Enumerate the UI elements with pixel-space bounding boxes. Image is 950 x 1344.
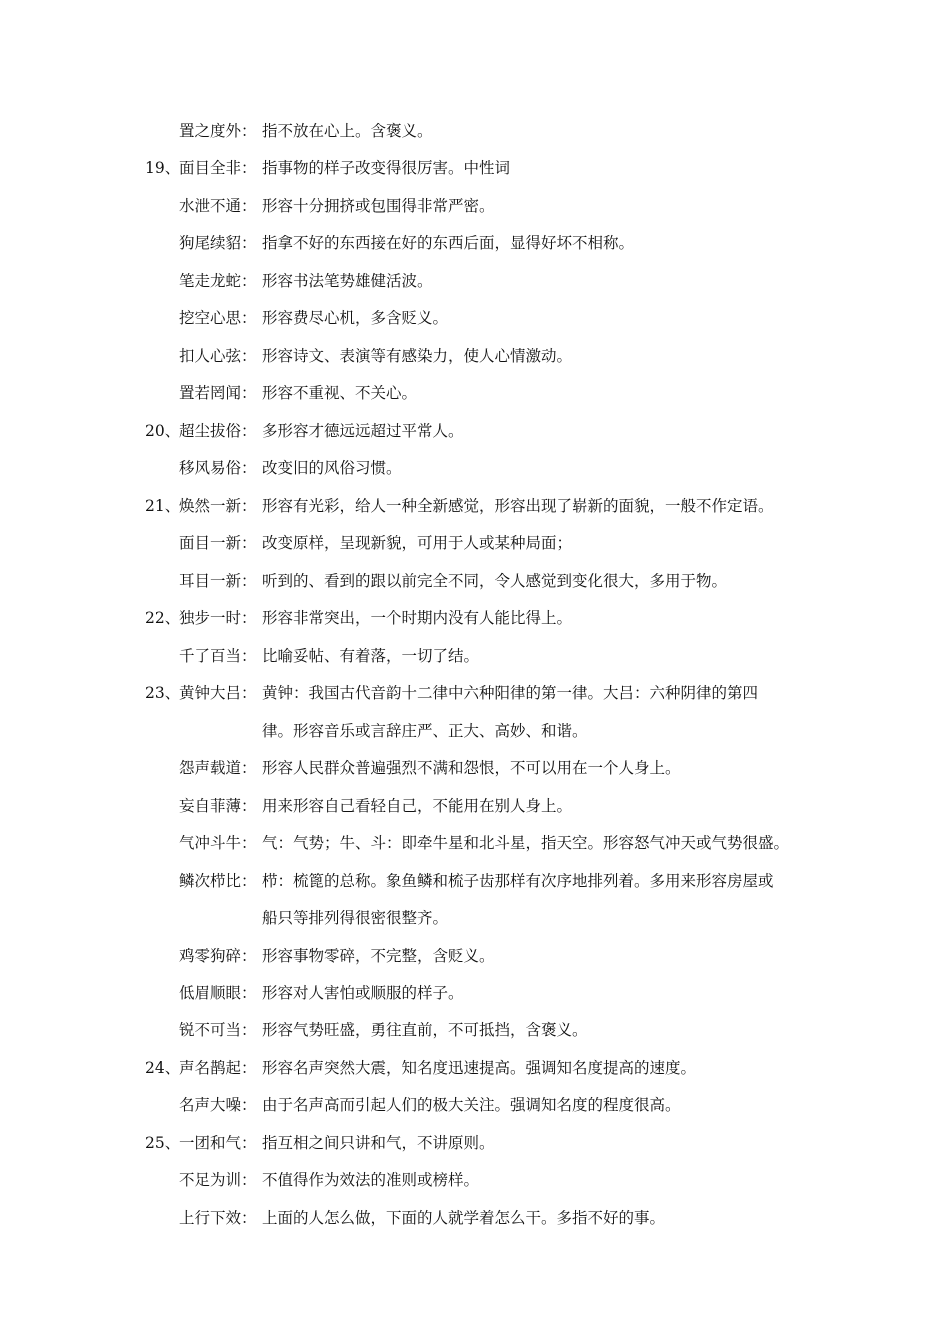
idiom-term: 鸡零狗碎： — [179, 947, 257, 965]
idiom-term: 鳞次栉比： — [179, 872, 257, 890]
idiom-definition: 形容人民群众普遍强烈不满和怨恨，不可以用在一个人身上。 — [262, 759, 681, 777]
idiom-definition: 栉：梳篦的总称。象鱼鳞和梳子齿那样有次序地排列着。多用来形容房屋或 — [262, 872, 774, 890]
idiom-term: 面目一新： — [179, 534, 257, 552]
idiom-entry — [0, 1200, 950, 1237]
idiom-term: 黄钟大吕： — [179, 684, 257, 702]
idiom-definition: 律。形容音乐或言辞庄严、正大、高妙、和谐。 — [262, 722, 588, 740]
idiom-definition: 由于名声高而引起人们的极大关注。强调知名度的程度很高。 — [262, 1096, 681, 1114]
idiom-entry — [0, 863, 950, 900]
idiom-term: 扣人心弦： — [179, 347, 257, 365]
idiom-term: 置若罔闻： — [179, 384, 257, 402]
idiom-definition: 船只等排列得很密很整齐。 — [262, 909, 449, 927]
idiom-definition: 多形容才德远远超过平常人。 — [262, 422, 464, 440]
idiom-definition: 指互相之间只讲和气，不讲原则。 — [262, 1134, 495, 1152]
idiom-entry — [0, 525, 950, 562]
idiom-term: 笔走龙蛇： — [179, 272, 257, 290]
entry-number: 23、 — [145, 684, 181, 702]
idiom-definition: 形容对人害怕或顺服的样子。 — [262, 984, 464, 1002]
idiom-entry-continuation — [0, 713, 950, 750]
idiom-term: 低眉顺眼： — [179, 984, 257, 1002]
idiom-entry — [0, 225, 950, 262]
idiom-entry — [0, 600, 950, 637]
idiom-definition: 指拿不好的东西接在好的东西后面，显得好坏不相称。 — [262, 234, 635, 252]
idiom-entry-continuation — [0, 900, 950, 937]
idiom-term: 锐不可当： — [179, 1021, 257, 1039]
idiom-entry — [0, 413, 950, 450]
idiom-entry — [0, 825, 950, 862]
idiom-definition: 形容书法笔势雄健活波。 — [262, 272, 433, 290]
idiom-entry — [0, 375, 950, 412]
idiom-term: 水泄不通： — [179, 197, 257, 215]
idiom-entry — [0, 750, 950, 787]
idiom-entry — [0, 1125, 950, 1162]
idiom-definition: 形容不重视、不关心。 — [262, 384, 418, 402]
idiom-entry — [0, 150, 950, 187]
idiom-entry — [0, 938, 950, 975]
idiom-definition: 上面的人怎么做，下面的人就学着怎么干。多指不好的事。 — [262, 1209, 666, 1227]
idiom-entry — [0, 1087, 950, 1124]
idiom-entry — [0, 338, 950, 375]
idiom-definition: 形容事物零碎，不完整，含贬义。 — [262, 947, 495, 965]
idiom-entry — [0, 488, 950, 525]
idiom-entry — [0, 263, 950, 300]
entry-number: 20、 — [145, 422, 181, 440]
idiom-term: 置之度外： — [179, 122, 257, 140]
idiom-entry — [0, 1050, 950, 1087]
idiom-definition: 听到的、看到的跟以前完全不同，令人感觉到变化很大，多用于物。 — [262, 572, 728, 590]
idiom-entry — [0, 113, 950, 150]
idiom-term: 耳目一新： — [179, 572, 257, 590]
idiom-term: 气冲斗牛： — [179, 834, 257, 852]
idiom-term: 独步一时： — [179, 609, 257, 627]
idiom-term: 妄自菲薄： — [179, 797, 257, 815]
idiom-definition: 改变原样，呈现新貌，可用于人或某种局面； — [262, 534, 573, 552]
idiom-term: 声名鹊起： — [179, 1059, 257, 1077]
idiom-definition: 形容有光彩，给人一种全新感觉，形容出现了崭新的面貌，一般不作定语。 — [262, 497, 774, 515]
idiom-entry — [0, 1162, 950, 1199]
idiom-term: 一团和气： — [179, 1134, 257, 1152]
idiom-definition: 形容气势旺盛，勇往直前，不可抵挡，含褒义。 — [262, 1021, 588, 1039]
idiom-term: 不足为训： — [179, 1171, 257, 1189]
entry-number: 24、 — [145, 1059, 181, 1077]
idiom-entry — [0, 300, 950, 337]
idiom-term: 千了百当： — [179, 647, 257, 665]
idiom-definition: 形容诗文、表演等有感染力，使人心情激动。 — [262, 347, 573, 365]
idiom-entry — [0, 1012, 950, 1049]
idiom-term: 挖空心思： — [179, 309, 257, 327]
idiom-definition: 形容非常突出，一个时期内没有人能比得上。 — [262, 609, 573, 627]
entry-number: 25、 — [145, 1134, 181, 1152]
idiom-term: 狗尾续貂： — [179, 234, 257, 252]
idiom-term: 面目全非： — [179, 159, 257, 177]
idiom-entry — [0, 638, 950, 675]
idiom-definition: 指不放在心上。含褒义。 — [262, 122, 433, 140]
entry-number: 21、 — [145, 497, 181, 515]
idiom-entry — [0, 975, 950, 1012]
idiom-definition: 用来形容自己看轻自己，不能用在别人身上。 — [262, 797, 573, 815]
idiom-definition: 指事物的样子改变得很厉害。中性词 — [262, 159, 511, 177]
idiom-term: 上行下效： — [179, 1209, 257, 1227]
idiom-definition: 形容名声突然大震，知名度迅速提高。强调知名度提高的速度。 — [262, 1059, 697, 1077]
idiom-entry — [0, 563, 950, 600]
idiom-term: 移风易俗： — [179, 459, 257, 477]
entry-number: 22、 — [145, 609, 181, 627]
idiom-definition: 改变旧的风俗习惯。 — [262, 459, 402, 477]
idiom-definition: 黄钟：我国古代音韵十二律中六种阳律的第一律。大吕：六种阴律的第四 — [262, 684, 759, 702]
idiom-entry — [0, 188, 950, 225]
idiom-definition: 比喻妥帖、有着落，一切了结。 — [262, 647, 480, 665]
idiom-term: 焕然一新： — [179, 497, 257, 515]
idiom-entry — [0, 788, 950, 825]
idiom-definition: 不值得作为效法的准则或榜样。 — [262, 1171, 480, 1189]
idiom-term: 名声大噪： — [179, 1096, 257, 1114]
idiom-entry — [0, 450, 950, 487]
idiom-definition: 形容十分拥挤或包围得非常严密。 — [262, 197, 495, 215]
entry-number: 19、 — [145, 159, 181, 177]
idiom-definition: 形容费尽心机，多含贬义。 — [262, 309, 449, 327]
idiom-term: 超尘拔俗： — [179, 422, 257, 440]
idiom-entry — [0, 675, 950, 712]
idiom-definition: 气：气势；牛、斗：即牵牛星和北斗星，指天空。形容怒气冲天或气势很盛。 — [262, 834, 790, 852]
idiom-term: 怨声载道： — [179, 759, 257, 777]
